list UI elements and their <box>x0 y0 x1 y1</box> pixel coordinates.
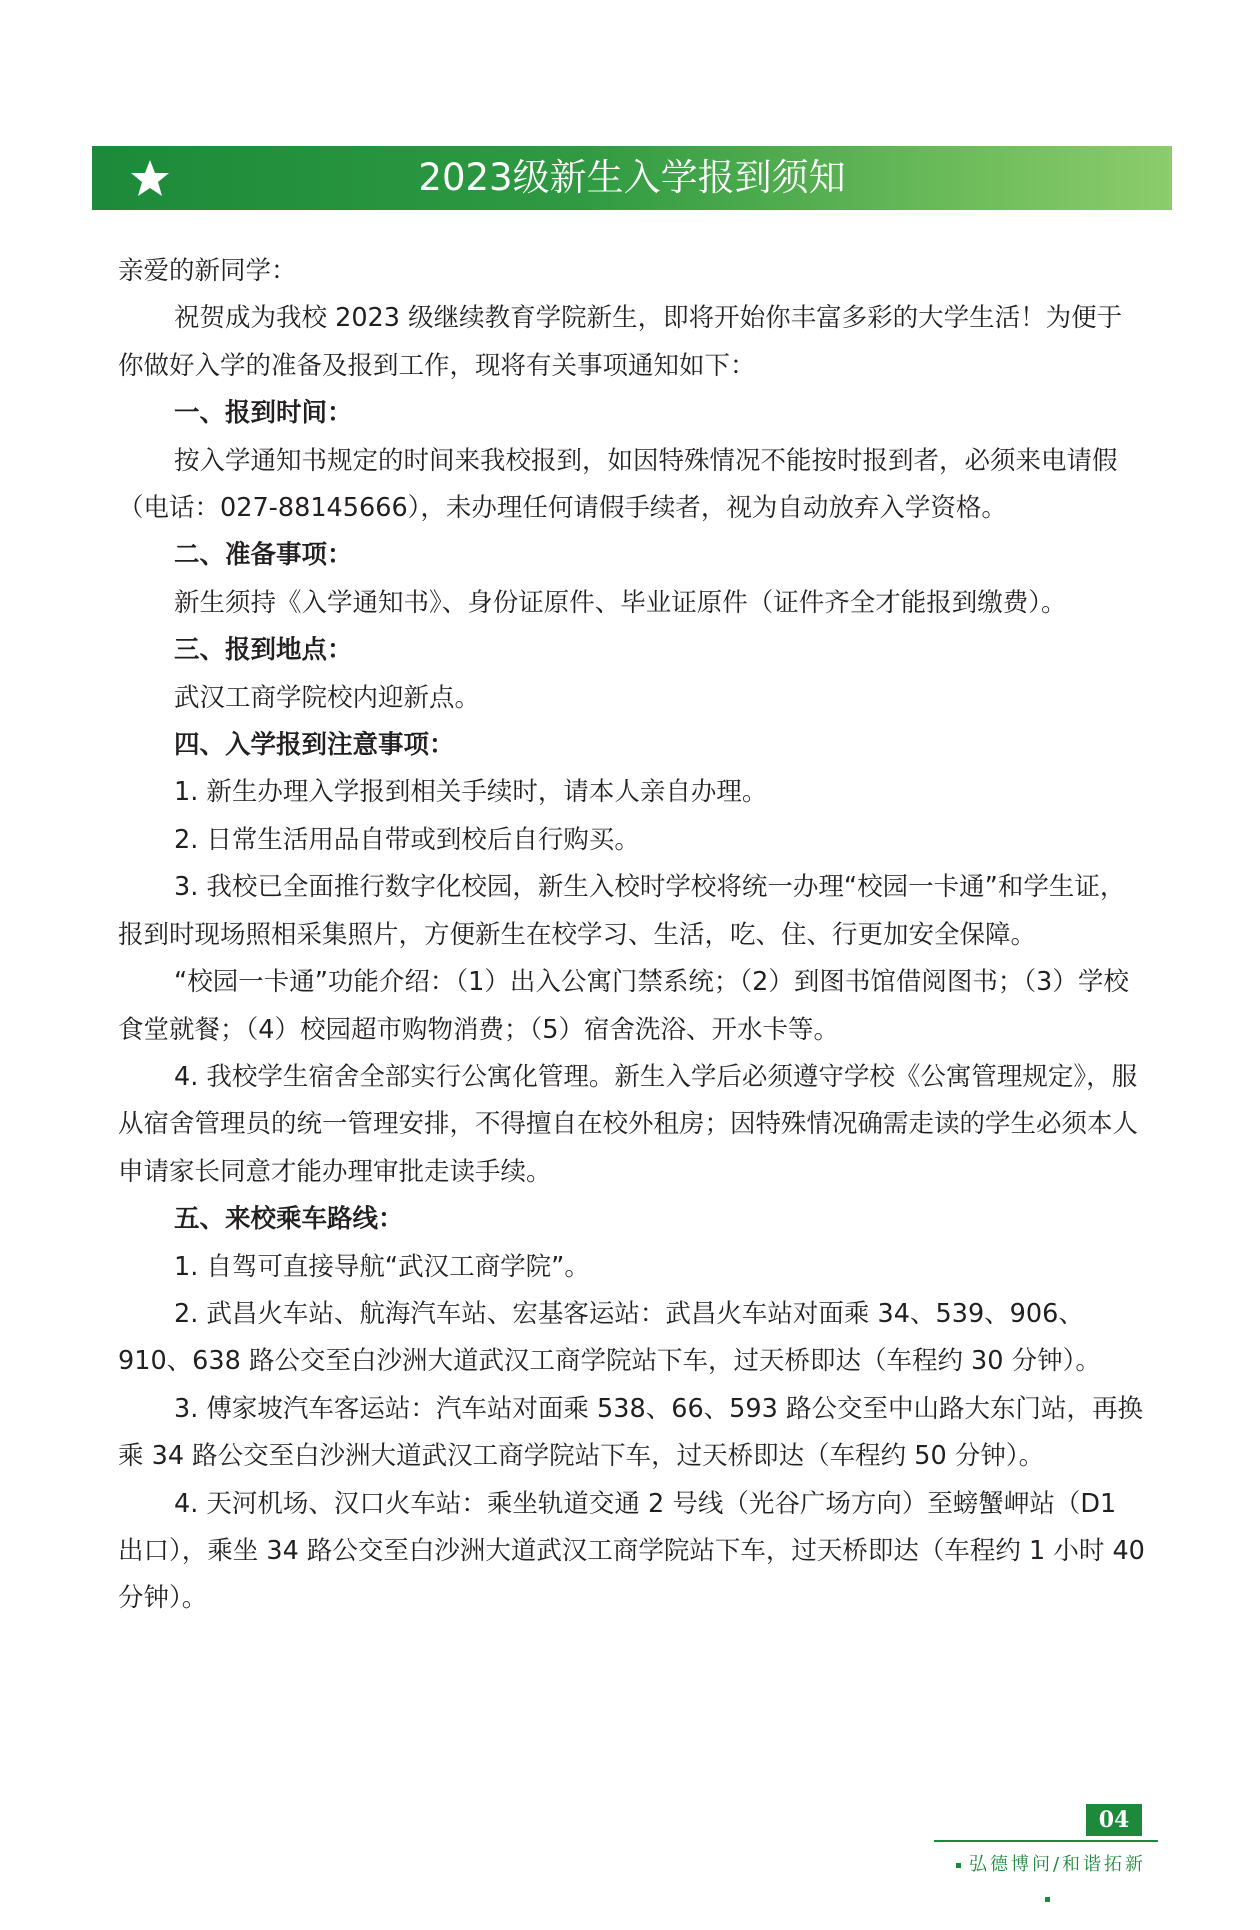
notes-item: 3. 我校已全面推行数字化校园，新生入校时学校将统一办理“校园一卡通”和学生证，报到时现场照相采集照片，方便新生在校学习、生活，吃、住、行更加安全保障。 <box>118 872 1126 950</box>
section-heading-transport: 五、来校乘车路线： <box>174 1204 404 1235</box>
notes-item: 1. 新生办理入学报到相关手续时，请本人亲自办理。 <box>174 777 768 808</box>
transport-item: 3. 傅家坡汽车客运站：汽车站对面乘 538、66、593 路公交至中山路大东门站，再换乘 34 路公交至白沙洲大道武汉工商学院站下车，过天桥即达（车程约 50 分钟）。 <box>118 1393 1143 1472</box>
page-number: 04 <box>1086 1804 1142 1836</box>
motto-text: 弘德博问/和谐拓新 <box>968 1854 1147 1875</box>
transport-item: 2. 武昌火车站、航海汽车站、宏基客运站：武昌火车站对面乘 34、539、906、910、638 路公交至白沙洲大道武汉工商学院站下车，过天桥即达（车程约 30 分钟）。 <box>118 1298 1101 1377</box>
bullet-icon <box>1045 1897 1050 1902</box>
notice-body <box>118 248 1146 1623</box>
notes-item: 2. 日常生活用品自带或到校后自行购买。 <box>174 824 640 855</box>
page-title: 2023级新生入学报到须知 <box>418 156 846 199</box>
section-heading-preparation: 二、准备事项： <box>174 540 353 571</box>
intro-paragraph: 祝贺成为我校 2023 级继续教育学院新生，即将开始你丰富多彩的大学生活！为便于你做好入学的准备及报到工作，现将有关事项通知如下： <box>118 303 1123 381</box>
section-heading-location: 三、报到地点： <box>174 635 353 666</box>
notes-item: 4. 我校学生宿舍全部实行公寓化管理。新生入学后必须遵守学校《公寓管理规定》，服从宿舍管理员的统一管理安排，不得擅自在校外租房；因特殊情况确需走读的学生必须本人申请家长同意才能办理审批走读手续。 <box>118 1061 1139 1187</box>
footer-divider <box>934 1840 1158 1842</box>
transport-item: 1. 自驾可直接导航“武汉工商学院”。 <box>174 1251 590 1282</box>
section-text-location: 武汉工商学院校内迎新点。 <box>174 682 481 713</box>
section-heading-notes: 四、入学报到注意事项： <box>174 730 455 761</box>
section-text-time: 按入学通知书规定的时间来我校报到，如因特殊情况不能按时报到者，必须来电请假（电话：027-88145666），未办理任何请假手续者，视为自动放弃入学资格。 <box>118 445 1118 524</box>
notes-item: “校园一卡通”功能介绍：（1）出入公寓门禁系统；（2）到图书馆借阅图书；（3）学校食堂就餐；（4）校园超市购物消费；（5）宿舍洗浴、开水卡等。 <box>118 967 1129 1045</box>
title-banner <box>92 146 1172 210</box>
section-heading-time: 一、报到时间： <box>174 398 353 429</box>
transport-item: 4. 天河机场、汉口火车站：乘坐轨道交通 2 号线（光谷广场方向）至螃蟹岬站（D1 出口），乘坐 34 路公交至白沙洲大道武汉工商学院站下车，过天桥即达（车程约 1 小时 40 分钟）。 <box>118 1488 1145 1614</box>
bullet-icon <box>956 1863 961 1868</box>
footer-motto <box>940 1848 1154 1882</box>
section-text-preparation: 新生须持《入学通知书》、身份证原件、毕业证原件（证件齐全才能报到缴费）。 <box>174 587 1067 618</box>
salutation: 亲爱的新同学： <box>118 256 297 286</box>
